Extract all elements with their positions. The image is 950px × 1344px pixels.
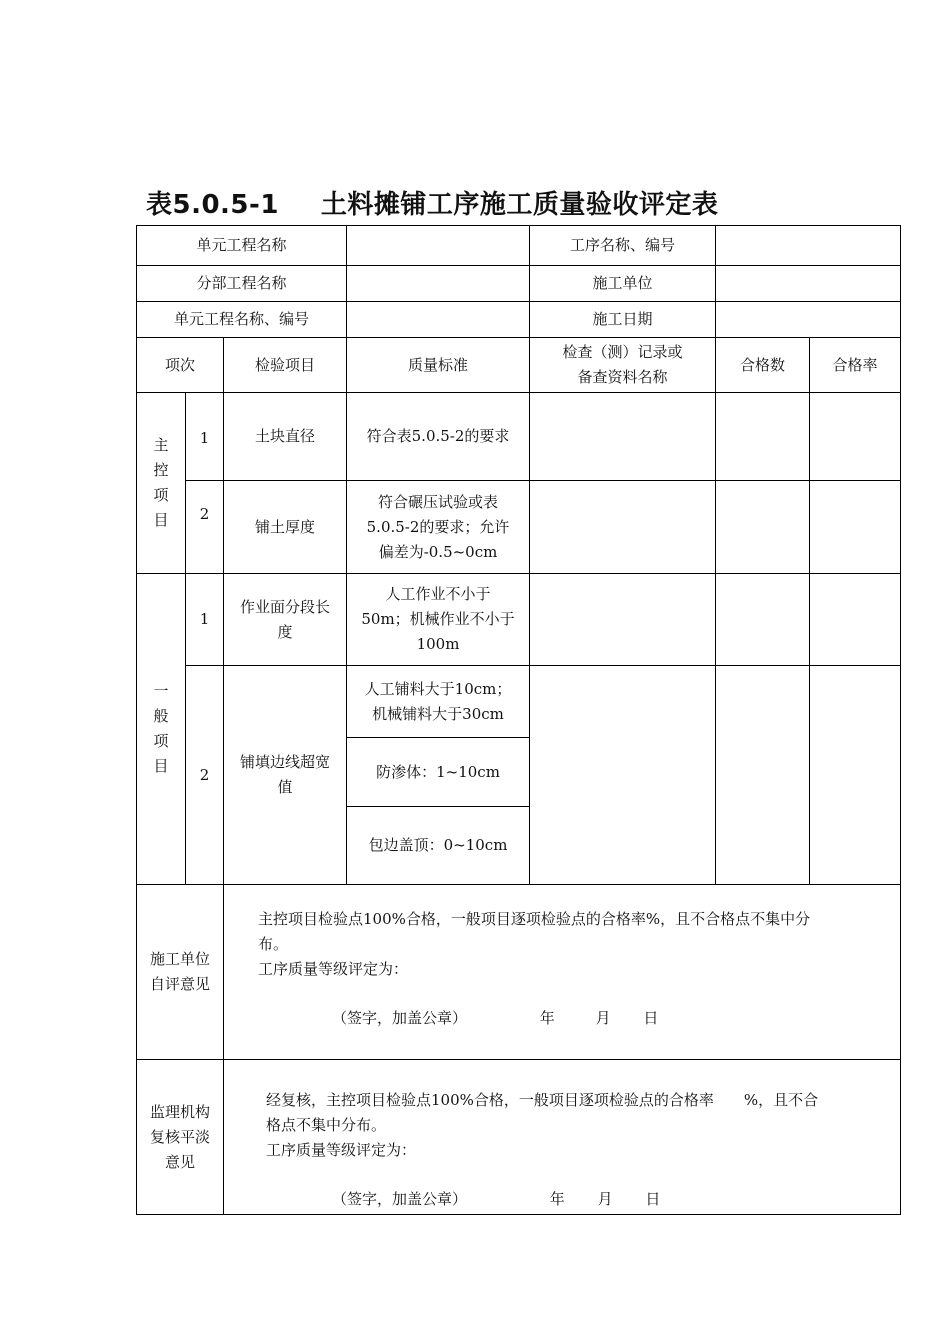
table-name: 土料摊铺工序施工质量验收评定表 (320, 190, 719, 220)
main-item-1-rate[interactable] (810, 393, 901, 481)
col-inspection-item: 检验项目 (224, 338, 347, 393)
process-name-no-label: 工序名称、编号 (530, 226, 716, 266)
supervisor-eval-signature-line (266, 1187, 894, 1212)
general-item-1-rate[interactable] (810, 574, 901, 666)
construction-unit-value[interactable] (716, 266, 901, 302)
main-item-2-rate[interactable] (810, 481, 901, 574)
page-title (146, 184, 718, 221)
general-item-1-name: 作业面分段长 度 (224, 574, 347, 666)
self-eval-signature-line (258, 1006, 894, 1031)
main-item-2-no: 2 (186, 481, 224, 574)
general-item-1-no: 1 (186, 574, 224, 666)
main-item-2-name: 铺土厚度 (224, 481, 347, 574)
main-item-1-no: 1 (186, 393, 224, 481)
self-eval-line2: 布。 (258, 935, 289, 953)
col-record: 检查（测）记录或 备查资料名称 (530, 338, 716, 393)
construction-date-label: 施工日期 (530, 302, 716, 338)
supervisor-eval-line1: 经复核，主控项目检验点100%合格，一般项目逐项检验点的合格率 %，且不合 (266, 1091, 819, 1109)
supervisor-eval-line3: 工序质量等级评定为： (266, 1141, 417, 1159)
unit-project-name-value[interactable] (347, 226, 530, 266)
col-quality-standard: 质量标准 (347, 338, 530, 393)
col-item-order: 项次 (137, 338, 224, 393)
general-item-2-count[interactable] (716, 666, 810, 885)
table-code: 表5.0.5-1 (146, 190, 279, 220)
main-item-1-name: 土块直径 (224, 393, 347, 481)
construction-date-value[interactable] (716, 302, 901, 338)
col-qualified-rate: 合格率 (810, 338, 901, 393)
main-item-1-count[interactable] (716, 393, 810, 481)
general-item-2-standard-c: 包边盖顶：0~10cm (347, 807, 530, 885)
main-item-2-count[interactable] (716, 481, 810, 574)
unit-project-name-no-label: 单元工程名称、编号 (137, 302, 347, 338)
general-label: 一 般 项 目 (137, 574, 186, 885)
self-eval-label: 施工单位 自评意见 (137, 885, 224, 1060)
general-item-1-record[interactable] (530, 574, 716, 666)
main-item-1-standard: 符合表5.0.5-2的要求 (347, 393, 530, 481)
year-label: 年 (549, 1190, 565, 1208)
process-name-no-value[interactable] (716, 226, 901, 266)
main-control-label: 主 控 项 目 (137, 393, 186, 574)
acceptance-evaluation-table (136, 225, 901, 1215)
division-project-name-value[interactable] (347, 266, 530, 302)
main-item-1-record[interactable] (530, 393, 716, 481)
main-item-2-standard: 符合碾压试验或表 5.0.5-2的要求；允许 偏差为-0.5~0cm (347, 481, 530, 574)
month-label: 月 (597, 1190, 613, 1208)
month-label: 月 (595, 1009, 611, 1027)
division-project-name-label: 分部工程名称 (137, 266, 347, 302)
self-eval-line1: 主控项目检验点100%合格，一般项目逐项检验点的合格率%，且不合格点不集中分 (258, 910, 811, 928)
supervisor-eval-line2: 格点不集中分布。 (266, 1116, 387, 1134)
day-label: 日 (645, 1190, 661, 1208)
general-item-1-count[interactable] (716, 574, 810, 666)
general-item-2-no: 2 (186, 666, 224, 885)
supervisor-eval-label: 监理机构 复核平淡 意见 (137, 1060, 224, 1215)
unit-project-name-no-value[interactable] (347, 302, 530, 338)
general-item-2-rate[interactable] (810, 666, 901, 885)
supervisor-eval-content[interactable] (224, 1060, 901, 1215)
general-item-2-record[interactable] (530, 666, 716, 885)
self-eval-content[interactable] (224, 885, 901, 1060)
year-label: 年 (539, 1009, 555, 1027)
general-item-2-name: 铺填边线超宽 值 (224, 666, 347, 885)
signature-label: （签字，加盖公章） (332, 1009, 468, 1027)
construction-unit-label: 施工单位 (530, 266, 716, 302)
signature-label: （签字，加盖公章） (332, 1190, 468, 1208)
main-item-2-record[interactable] (530, 481, 716, 574)
general-item-2-standard-a: 人工铺料大于10cm； 机械铺料大于30cm (347, 666, 530, 738)
self-eval-line3: 工序质量等级评定为： (258, 960, 409, 978)
col-qualified-count: 合格数 (716, 338, 810, 393)
general-item-2-standard-b: 防渗体：1~10cm (347, 738, 530, 807)
unit-project-name-label: 单元工程名称 (137, 226, 347, 266)
day-label: 日 (643, 1009, 659, 1027)
general-item-1-standard: 人工作业不小于 50m；机械作业不小于 100m (347, 574, 530, 666)
